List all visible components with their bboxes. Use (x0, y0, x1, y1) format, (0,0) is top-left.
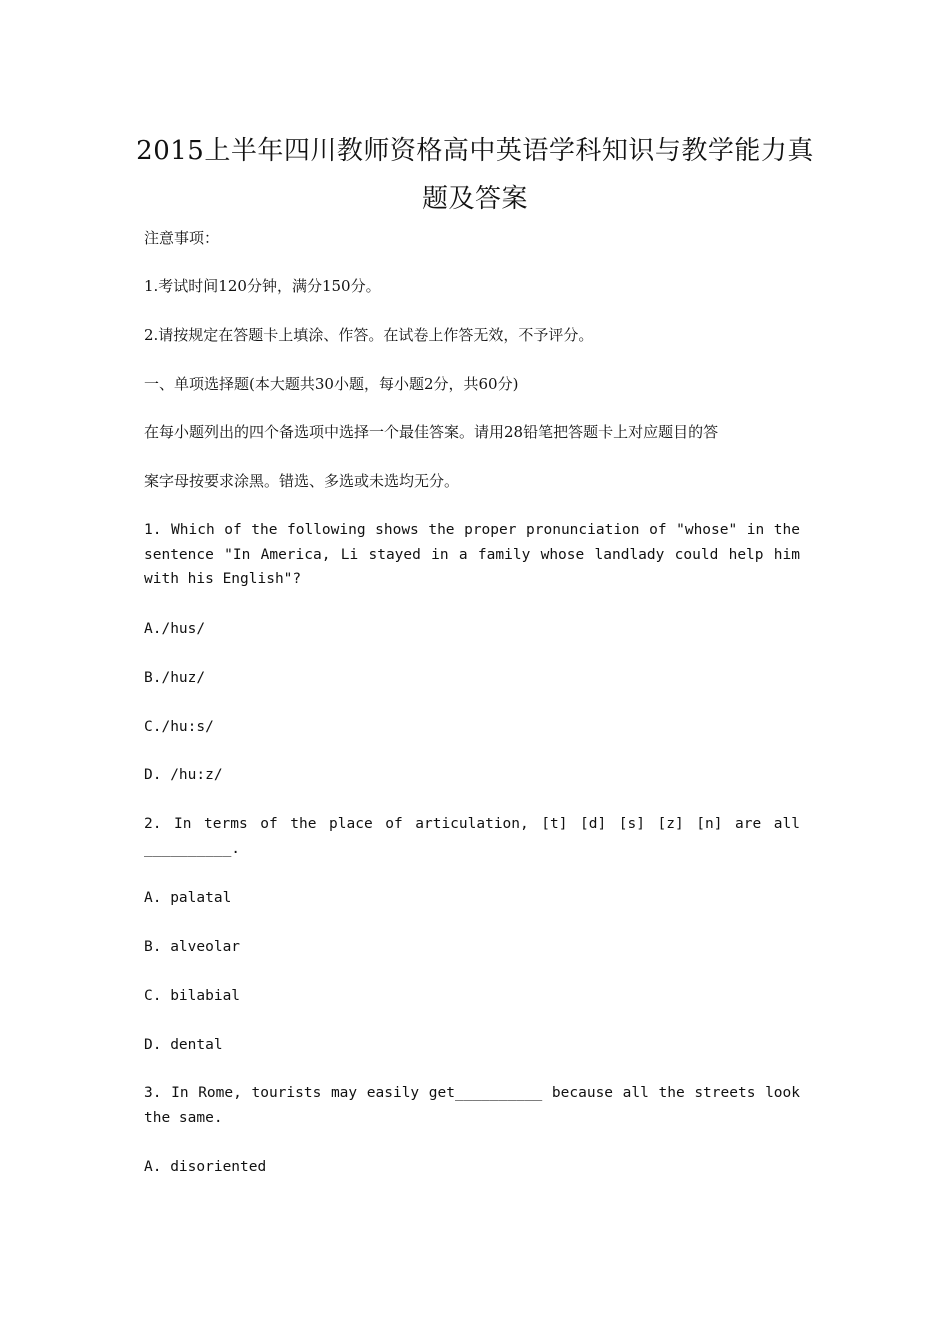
instruction-line-2: 案字母按要求涂黑。错选、多选或未选均无分。 (144, 472, 460, 490)
question-1-stem: 1. Which of the following shows the proper pronunciation of "whose" in the sentence "In America, Li stayed in a family whose landlady could help him with his English"? (144, 522, 800, 587)
note-item-1: 1.考试时间120分钟，满分150分。 (144, 277, 381, 295)
question-3-stem: 3. In Rome, tourists may easily get__________ because all the streets look the same. (144, 1085, 800, 1126)
question-2-option-c: C. bilabial (144, 988, 241, 1004)
question-2-option-d: D. dental (144, 1037, 223, 1053)
note-item-2: 2.请按规定在答题卡上填涂、作答。在试卷上作答无效，不予评分。 (144, 326, 594, 344)
question-3-option-a: A. disoriented (144, 1159, 267, 1175)
document-title-line-2: 题及答案 (421, 184, 528, 214)
document-title-line-1: 2015上半年四川教师资格高中英语学科知识与教学能力真 (136, 136, 814, 166)
question-2-option-a: A. palatal (144, 890, 232, 906)
question-2-stem: 2. In terms of the place of articulation, [t] [d] [s] [z] [n] are all __________. (144, 816, 800, 857)
question-1-option-b: B./huz/ (144, 670, 206, 686)
question-2-option-b: B. alveolar (144, 939, 241, 955)
section-heading: 一、单项选择题(本大题共30小题，每小题2分，共60分) (144, 375, 519, 393)
question-1-option-a: A./hus/ (144, 621, 206, 637)
question-1-option-c: C./hu:s/ (144, 719, 214, 735)
question-1-option-d: D. /hu:z/ (144, 767, 223, 783)
notes-heading: 注意事项： (144, 229, 220, 247)
instruction-line-1: 在每小题列出的四个备选项中选择一个最佳答案。请用28铅笔把答题卡上对应题目的答 (144, 423, 719, 441)
